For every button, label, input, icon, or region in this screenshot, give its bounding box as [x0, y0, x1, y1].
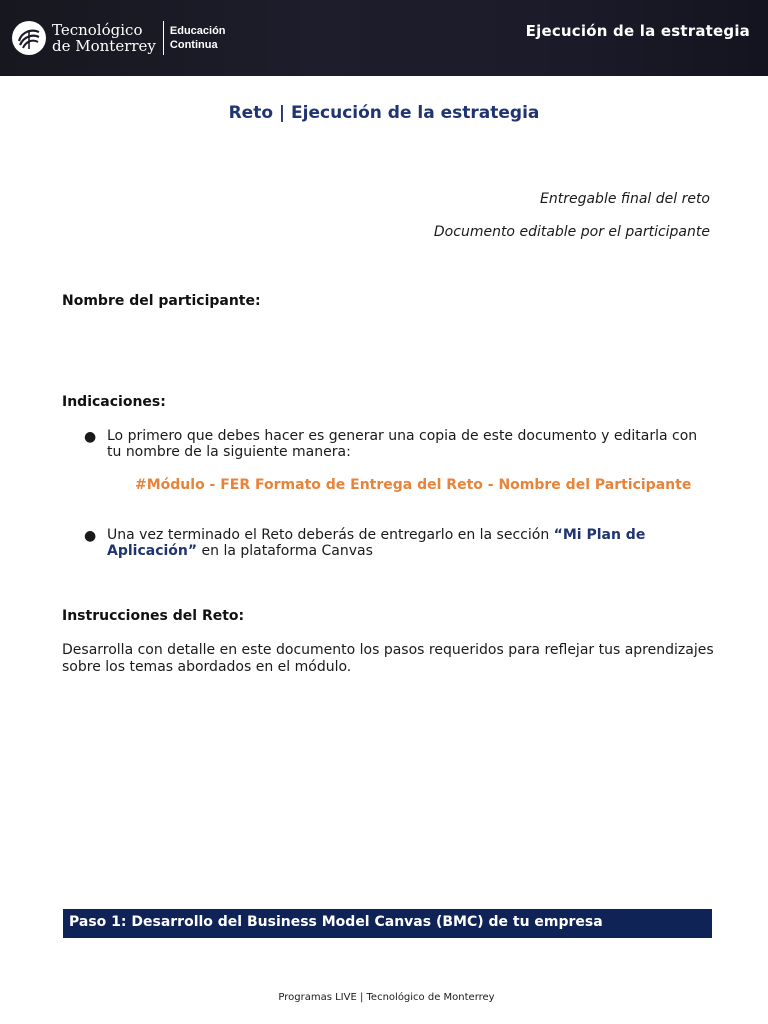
- step-1-banner: Paso 1: Desarrollo del Business Model Canvas (BMC) de tu empresa: [63, 909, 712, 938]
- bullet-2-text-start: Una vez terminado el Reto deberás de entregarlo en la sección: [107, 527, 554, 543]
- bullet-1-text: Lo primero que debes hacer es generar una copia de este documento y editarla con tu nombre de la siguiente manera:: [107, 428, 698, 460]
- deliverable-subtitle: Entregable final del reto: [540, 191, 710, 207]
- bullet-2-text: [107, 527, 710, 559]
- tec-seal-icon: [12, 21, 46, 55]
- instructions-paragraph: Desarrolla con detalle en este documento los pasos requeridos para reflejar tus aprendizajes sobre los temas abordados en el módulo.: [62, 642, 714, 675]
- list-item: [84, 428, 710, 460]
- editable-subtitle: Documento editable por el participante: [433, 224, 710, 240]
- bullet-icon: ●: [84, 429, 97, 445]
- list-item: [84, 527, 710, 559]
- indications-heading: Indicaciones:: [62, 394, 166, 410]
- logo-wordmark: [52, 22, 156, 54]
- document-title: Reto | Ejecución de la estrategia: [228, 103, 540, 123]
- participant-name-label: Nombre del participante:: [62, 293, 261, 309]
- logo-unit-line-2: Continua: [169, 39, 218, 51]
- file-name-format-example: #Módulo - FER Formato de Entrega del Reto - Nombre del Participante: [135, 477, 692, 493]
- logo-name-line-2: de Monterrey: [52, 37, 156, 55]
- page-footer: Programas LIVE | Tecnológico de Monterrey: [278, 992, 495, 1003]
- plan-section-highlight: “Mi Plan de Aplicación”: [107, 527, 646, 559]
- logo-unit-line-1: Educación: [169, 25, 226, 37]
- header-title: Ejecución de la estrategia: [525, 22, 750, 40]
- instructions-heading: Instrucciones del Reto:: [62, 608, 245, 624]
- header-banner: [0, 0, 768, 76]
- bullet-2-text-end: en la plataforma Canvas: [197, 543, 373, 559]
- logo-divider: [163, 21, 164, 55]
- bullet-icon: ●: [84, 528, 97, 544]
- logo-unit-name: [170, 24, 226, 52]
- institution-logo: [12, 18, 226, 58]
- logo-name-line-1: Tecnológico: [52, 21, 143, 39]
